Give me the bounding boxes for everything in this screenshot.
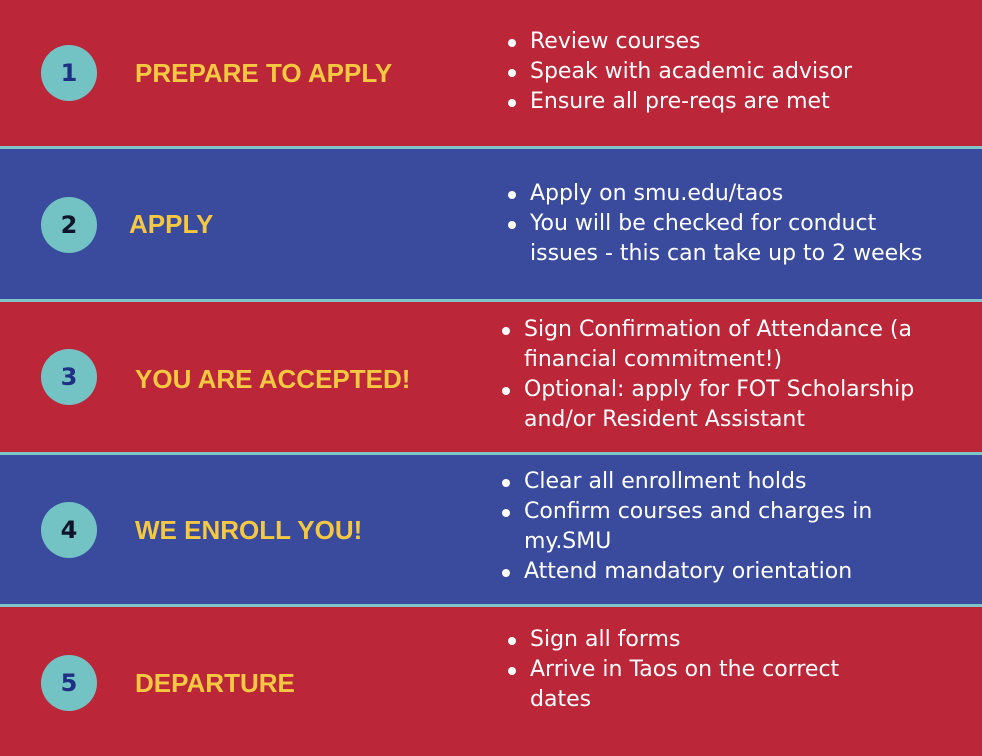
step-2-apply <box>0 149 982 299</box>
step-bullets <box>506 27 946 117</box>
bullet-item: Attend mandatory orientation <box>500 557 910 587</box>
step-3-you-are-accepted <box>0 302 982 452</box>
step-number-badge: 5 <box>41 655 97 711</box>
bullet-item: Confirm courses and charges in my.SMU <box>500 497 910 557</box>
step-number-badge: 2 <box>41 197 97 253</box>
bullet-item: Apply on smu.edu/taos <box>506 179 946 209</box>
bullet-item: Ensure all pre-reqs are met <box>506 87 946 117</box>
step-bullets <box>500 315 950 435</box>
step-bullets <box>506 179 946 269</box>
bullet-item: Sign all forms <box>506 625 876 655</box>
bullet-item: Speak with academic advisor <box>506 57 946 87</box>
step-title: DEPARTURE <box>135 668 295 698</box>
step-number-badge: 1 <box>41 45 97 101</box>
bullet-item: You will be checked for conduct issues - this can take up to 2 weeks <box>506 209 946 269</box>
step-bullets <box>506 625 876 715</box>
step-title: PREPARE TO APPLY <box>135 58 393 88</box>
step-4-we-enroll-you <box>0 455 982 604</box>
step-number-badge: 3 <box>41 349 97 405</box>
step-5-departure <box>0 607 982 756</box>
bullet-item: Clear all enrollment holds <box>500 467 910 497</box>
bullet-item: Arrive in Taos on the correct dates <box>506 655 876 715</box>
step-title: APPLY <box>129 209 214 239</box>
step-title: YOU ARE ACCEPTED! <box>135 364 411 394</box>
step-number-badge: 4 <box>41 502 97 558</box>
step-title: WE ENROLL YOU! <box>135 515 363 545</box>
bullet-item: Sign Confirmation of Attendance (a financial commitment!) <box>500 315 950 375</box>
bullet-item: Optional: apply for FOT Scholarship and/or Resident Assistant <box>500 375 950 435</box>
step-bullets <box>500 467 910 587</box>
step-1-prepare-to-apply <box>0 0 982 146</box>
bullet-item: Review courses <box>506 27 946 57</box>
